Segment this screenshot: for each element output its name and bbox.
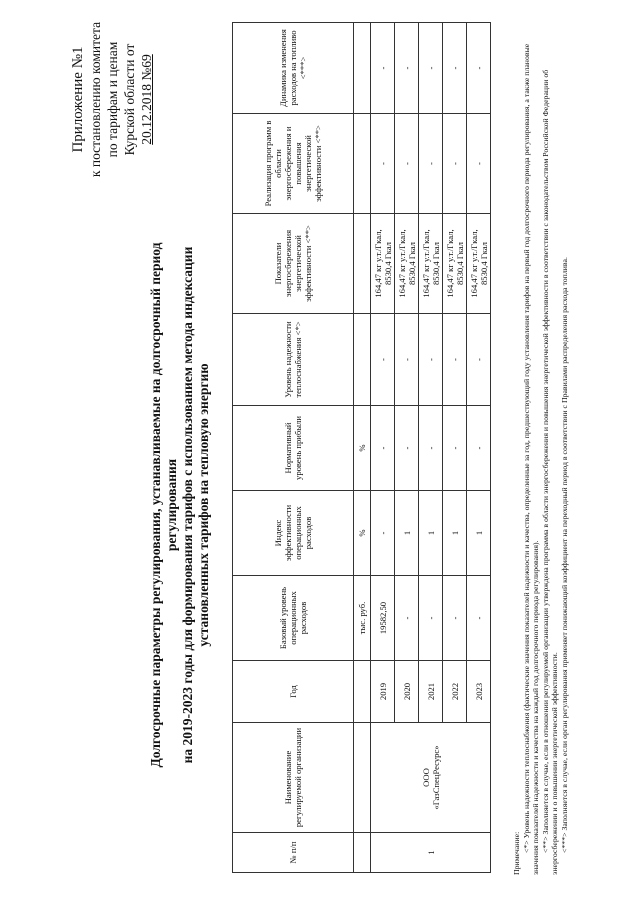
- program-cell: -: [467, 114, 491, 214]
- organization-cell: [371, 723, 491, 833]
- header-cell: Базовый уровень операционных расходов: [233, 576, 354, 661]
- profit-level-cell: -: [395, 406, 419, 491]
- efficiency-index-cell: 1: [467, 491, 491, 576]
- title-line-3: установленных тарифов на тепловую энергию: [196, 363, 211, 647]
- program-cell: -: [443, 114, 467, 214]
- header-cell: Показатели энергосбережения энергетической эффективности <**>: [233, 214, 354, 314]
- unit-cell: %: [354, 491, 371, 576]
- appendix-line-2: по тарифам и ценам: [105, 41, 120, 158]
- profit-level-cell: -: [371, 406, 395, 491]
- header-cell: Нормативный уровень прибыли: [233, 406, 354, 491]
- program-cell: -: [419, 114, 443, 214]
- fuel-dynamics-cell: -: [443, 23, 467, 114]
- profit-level-cell: -: [443, 406, 467, 491]
- reliability-cell: -: [419, 314, 443, 406]
- base-opex-cell: 19582,50: [371, 576, 395, 661]
- fuel-dynamics-cell: -: [371, 23, 395, 114]
- header-cell: Динамика изменения расходов на топливо <***>: [233, 23, 354, 114]
- efficiency-index-cell: 1: [395, 491, 419, 576]
- parameters-table: [232, 22, 491, 873]
- unit-cell: %: [354, 406, 371, 491]
- header-cell: Реализация программ в области энергосбережения и повышения энергетической эффективности <**>: [233, 114, 354, 214]
- base-opex-cell: -: [443, 576, 467, 661]
- footnote-fuel: <***> Заполняется в случае, если орган регулирования применяет понижающий коэффициент на переходный период в соответствии с Правилами распределения расхода топлива.: [559, 257, 569, 853]
- unit-cell: [354, 214, 371, 314]
- year-cell: 2022: [443, 661, 467, 723]
- header-cell: Наименование регулируемой организации: [233, 723, 354, 833]
- fuel-dynamics-cell: -: [467, 23, 491, 114]
- base-opex-cell: -: [467, 576, 491, 661]
- energy-volume-value: 8530,4 Гкал: [454, 242, 465, 285]
- header-cell: Год: [233, 661, 354, 723]
- reliability-cell: -: [371, 314, 395, 406]
- base-opex-cell: -: [395, 576, 419, 661]
- reliability-cell: -: [467, 314, 491, 406]
- energy-indicators-cell: [467, 214, 491, 314]
- document-title: [148, 225, 212, 785]
- appendix-line-1: к постановлению комитета: [88, 21, 103, 178]
- efficiency-index-cell: 1: [419, 491, 443, 576]
- unit-cell: [354, 314, 371, 406]
- header-cell: № п/п: [233, 833, 354, 873]
- energy-indicators-cell: [395, 214, 419, 314]
- appendix-title: Приложение №1: [70, 46, 86, 153]
- footnote-reliability: <*> Уровень надежности теплоснабжения (фактические значения показателей надежности и качества, определенные за год, предшествующий году установления тарифов на первый год долгосрочного периода регулирования, а также плановые значения показателей надежности и качества на каждый год долгосрочного периода регулирования).: [521, 43, 541, 875]
- reliability-cell: -: [395, 314, 419, 406]
- table-units-row: [354, 23, 371, 873]
- appendix-date-number: 20.12.2018 №69: [139, 54, 154, 145]
- header-cell: Индекс эффективности операционных расходов: [233, 491, 354, 576]
- organization-form: ООО: [420, 768, 431, 787]
- unit-cell: [354, 114, 371, 214]
- fuel-dynamics-cell: -: [419, 23, 443, 114]
- energy-consumption-value: 164,47 кг у.т./Гкал,: [372, 229, 383, 298]
- energy-indicators-cell: [371, 214, 395, 314]
- year-cell: 2020: [395, 661, 419, 723]
- efficiency-index-cell: 1: [443, 491, 467, 576]
- footnote-energy-program: <**> Заполняется в случае, если в отношении регулируемой организации утверждена программа в области энергосбережения и повышения энергетической эффективности в соответствии с законодательством Российской Федерации об энергосбережении и о повышении энергетической эффективности.: [540, 69, 560, 875]
- energy-consumption-value: 164,47 кг у.т./Гкал,: [444, 229, 455, 298]
- title-line-1: Долгосрочные параметры регулирования, устанавливаемые на долгосрочный период регулирования: [148, 242, 179, 768]
- unit-cell: [354, 723, 371, 833]
- energy-indicators-cell: [419, 214, 443, 314]
- efficiency-index-cell: -: [371, 491, 395, 576]
- energy-consumption-value: 164,47 кг у.т./Гкал,: [420, 229, 431, 298]
- unit-cell: тыс. руб.: [354, 576, 371, 661]
- energy-volume-value: 8530,4 Гкал: [430, 242, 441, 285]
- header-cell: Уровень надежности теплоснабжения <*>: [233, 314, 354, 406]
- unit-cell: [354, 833, 371, 873]
- footnotes: [512, 25, 570, 875]
- organization-name: «ГазСпецРесурс»: [430, 745, 441, 810]
- energy-volume-value: 8530,4 Гкал: [478, 242, 489, 285]
- unit-cell: [354, 661, 371, 723]
- title-line-2: на 2019-2023 годы для формирования тарифов с использованием метода индексации: [180, 246, 195, 764]
- appendix-line-3: Курской области от: [122, 43, 137, 156]
- energy-indicators-cell: [443, 214, 467, 314]
- notes-heading: Примечание:: [512, 831, 521, 875]
- energy-consumption-value: 164,47 кг у.т./Гкал,: [468, 229, 479, 298]
- table-row: [371, 23, 395, 873]
- profit-level-cell: -: [419, 406, 443, 491]
- energy-consumption-value: 164,47 кг у.т./Гкал,: [396, 229, 407, 298]
- year-cell: 2021: [419, 661, 443, 723]
- energy-volume-value: 8530,4 Гкал: [382, 242, 393, 285]
- year-cell: 2023: [467, 661, 491, 723]
- table-header-row: [233, 23, 354, 873]
- program-cell: -: [371, 114, 395, 214]
- program-cell: -: [395, 114, 419, 214]
- appendix-header: [70, 12, 155, 187]
- base-opex-cell: -: [419, 576, 443, 661]
- unit-cell: [354, 23, 371, 114]
- energy-volume-value: 8530,4 Гкал: [406, 242, 417, 285]
- row-number-cell: 1: [371, 833, 491, 873]
- year-cell: 2019: [371, 661, 395, 723]
- reliability-cell: -: [443, 314, 467, 406]
- profit-level-cell: -: [467, 406, 491, 491]
- fuel-dynamics-cell: -: [395, 23, 419, 114]
